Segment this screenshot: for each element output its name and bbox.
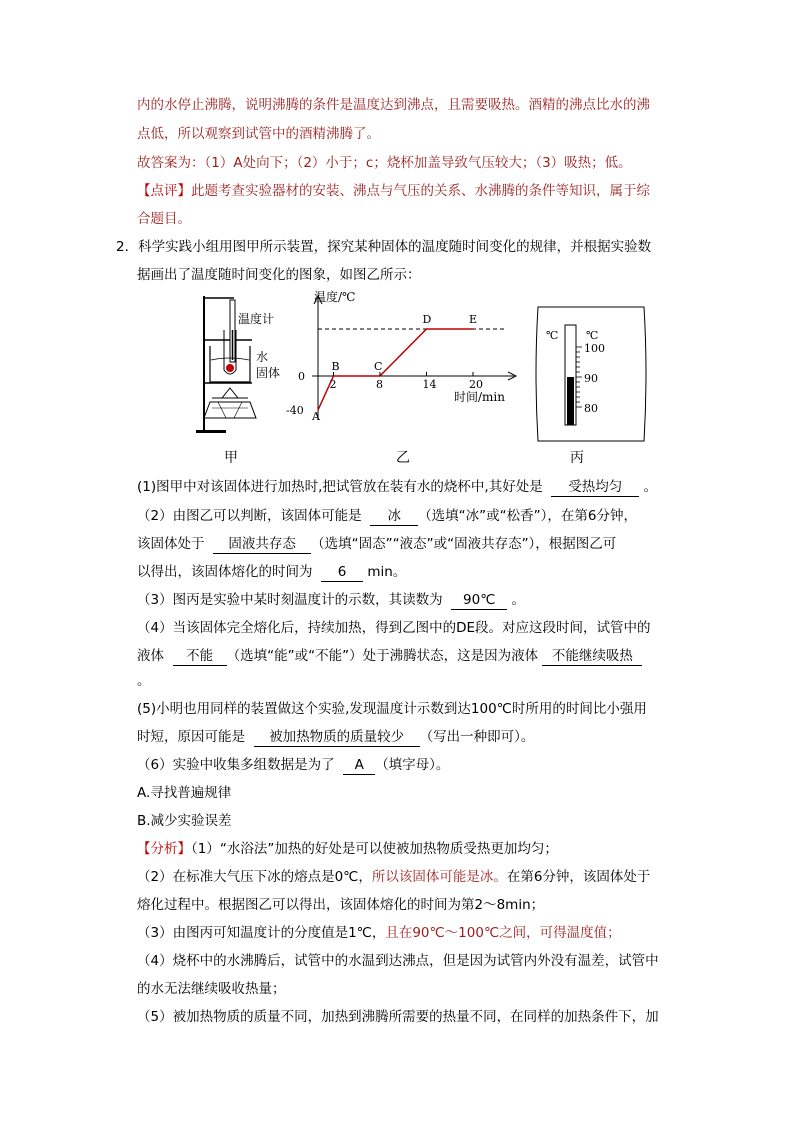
- unit-left: ℃: [546, 329, 559, 342]
- answer-2-2: 固液共存态: [213, 535, 311, 554]
- figure-yi-chart: [282, 288, 522, 438]
- subq-4-line-1: （4）当该固体完全熔化后，持续加热，得到乙图中的DE段。对应这段时间，试管中的: [137, 620, 651, 636]
- subq-2-text-f: min。: [367, 564, 407, 580]
- option-a: A.寻找普遍规律: [137, 785, 232, 801]
- answer-6: A: [343, 756, 375, 775]
- subq-2-line-1: [137, 507, 637, 526]
- subq-2-text-a: （2）由图乙可以判断，该固体可能是: [137, 508, 362, 524]
- analysis-2-line-2: 熔化过程中。根据图乙可以得出，该固体熔化的时间为第2～8min；: [137, 897, 545, 913]
- subq-6-text: （6）实验中收集多组数据是为了: [137, 757, 335, 773]
- subq-5-line-1: (5)小明也用同样的装置做这个实验,发现温度计示数到达100℃时所用的时间比小强用: [137, 701, 647, 717]
- subq-2-line-3: [137, 563, 406, 582]
- analysis-3-text-b: 且在90℃～100℃之间，可得温度值；: [385, 925, 621, 941]
- point-label-b: B: [331, 360, 340, 373]
- y-axis-label: 温度/℃: [314, 290, 356, 304]
- mercury-column: [567, 377, 574, 425]
- caption-bing: 丙: [570, 450, 584, 466]
- label-solid: 固体: [256, 366, 281, 380]
- subq-2-text-e: 以得出，该固体熔化的时间为: [137, 564, 313, 580]
- analysis-2-text-b: 所以该固体可能是冰。: [371, 869, 507, 885]
- y-tick-label--40: -40: [286, 404, 304, 417]
- review-text-1: 此题考查实验器材的安装、沸点与气压的关系、水沸腾的条件等知识，属于综: [191, 183, 650, 199]
- answer-3: 90℃: [451, 591, 507, 610]
- answer-5: 被加热物质的质量较少: [254, 728, 420, 747]
- subq-4-text-b: 液体: [137, 648, 164, 664]
- tick-80: 80: [584, 402, 598, 415]
- point-label-a: A: [312, 410, 320, 423]
- analysis-3-text-a: （3）由图丙可知温度计的分度值是1℃，: [137, 925, 386, 941]
- q2-stem-1: [116, 238, 651, 256]
- stand-base: [196, 430, 226, 433]
- unit-right: ℃: [586, 329, 599, 342]
- subq-5-line-2: [137, 728, 534, 747]
- caption-yi: 乙: [396, 450, 410, 466]
- subq-6-end: （填字母）。: [375, 757, 450, 773]
- subq-1-text: (1)图甲中对该固体进行加热时,把试管放在装有水的烧杯中,其好处是: [137, 479, 543, 495]
- point-label-c: C: [374, 360, 383, 373]
- subq-3-end: 。: [511, 592, 525, 608]
- stem-text-1: 科学实践小组用图甲所示装置，探究某种固体的温度随时间变化的规律，并根据实验数: [138, 239, 652, 255]
- question-number: 2．: [116, 239, 139, 255]
- x-tick-label-20: 20: [469, 378, 483, 391]
- label-water: 水: [256, 350, 269, 364]
- subq-4-line-2: [137, 647, 642, 666]
- analysis-1: [137, 840, 558, 858]
- alcohol-lamp: [204, 402, 256, 418]
- label-thermometer: 温度计: [238, 312, 275, 326]
- answer-2-1: 冰: [370, 507, 418, 526]
- analysis-4-line-2: 的水无法继续吸收热量；: [137, 981, 286, 997]
- analysis-text-1: （1）“水浴法”加热的好处是可以使被加热物质受热更加均匀；: [191, 841, 558, 857]
- analysis-3: [137, 924, 621, 942]
- answer-1: 受热均匀: [551, 478, 639, 497]
- point-label-d: D: [422, 313, 432, 326]
- subq-6: [137, 756, 449, 775]
- subq-4-text-c: （选填“能”或“不能”）处于沸腾状态，这是因为液体: [226, 648, 539, 664]
- analysis-tag: 【分析】: [137, 841, 191, 857]
- x-axis-label: 时间/min: [454, 390, 505, 404]
- x-tick-label-2: 2: [329, 378, 337, 391]
- x-tick-label-14: 14: [422, 378, 437, 391]
- prev-review: [137, 182, 650, 200]
- analysis-2-line-1: [137, 868, 650, 886]
- scale-ticks: [576, 347, 582, 407]
- prev-line-2: 点低，所以观察到试管中的酒精沸腾了。: [137, 126, 380, 142]
- subq-2-text-b: （选填“冰”或“松香”），在第6分钟，: [418, 508, 638, 524]
- subq-1-end: 。: [643, 479, 658, 495]
- tick-90: 90: [584, 372, 598, 385]
- subq-2-text-d: （选填“固态”“液态”或“固液共存态”），根据图乙可: [311, 536, 617, 552]
- y-tick-label-0: 0: [298, 370, 305, 383]
- prev-answer: 故答案为：（1）A处向下；（2）小于；c；烧杯加盖导致气压较大；（3）吸热；低。: [137, 155, 632, 171]
- review-tag: 【点评】: [137, 183, 191, 199]
- subq-5-text-c: （写出一种即可）。: [419, 729, 535, 745]
- analysis-4-line-1: （4）烧杯中的水沸腾后，试管中的水温到达沸点，但是因为试管内外没有温差，试管中: [137, 953, 659, 969]
- point-label-e: E: [469, 313, 478, 326]
- subq-4-end: 。: [137, 673, 151, 689]
- analysis-2-text-c: 在第6分钟，该固体处于: [506, 869, 651, 885]
- flame: [222, 388, 238, 398]
- prev-review-2: 合题目。: [137, 211, 191, 227]
- answer-2-3: 6: [321, 563, 363, 582]
- analysis-5: （5）被加热物质的质量不同，加热到沸腾所需要的热量不同，在同样的加热条件下，加: [137, 1009, 659, 1025]
- prev-line-1: 内的水停止沸腾，说明沸腾的条件是温度达到沸点，且需要吸热。酒精的沸点比水的沸: [137, 97, 650, 113]
- subq-2-line-2: [137, 535, 616, 554]
- subq-3-text: （3）图丙是实验中某时刻温度计的示数，其读数为: [137, 592, 443, 608]
- analysis-2-text-a: （2）在标准大气压下冰的熔点是0℃，: [137, 869, 372, 885]
- x-tick-label-8: 8: [376, 378, 383, 391]
- subq-1: [137, 478, 657, 497]
- subq-5-text-b: 时短，原因可能是: [137, 729, 245, 745]
- figure-bing-thermometer: [532, 303, 650, 446]
- tick-100: 100: [584, 342, 605, 355]
- solid-sample: [226, 364, 234, 372]
- q2-stem-2: 据画出了温度随时间变化的图象，如图乙所示：: [137, 267, 421, 283]
- option-b: B.减少实验误差: [137, 813, 232, 829]
- caption-jia: 甲: [224, 450, 238, 466]
- answer-4-2: 不能继续吸热: [542, 647, 642, 666]
- answer-4-1: 不能: [173, 647, 227, 666]
- subq-3: [137, 591, 525, 610]
- temperature-curve: [318, 329, 473, 410]
- subq-2-text-c: 该固体处于: [137, 536, 205, 552]
